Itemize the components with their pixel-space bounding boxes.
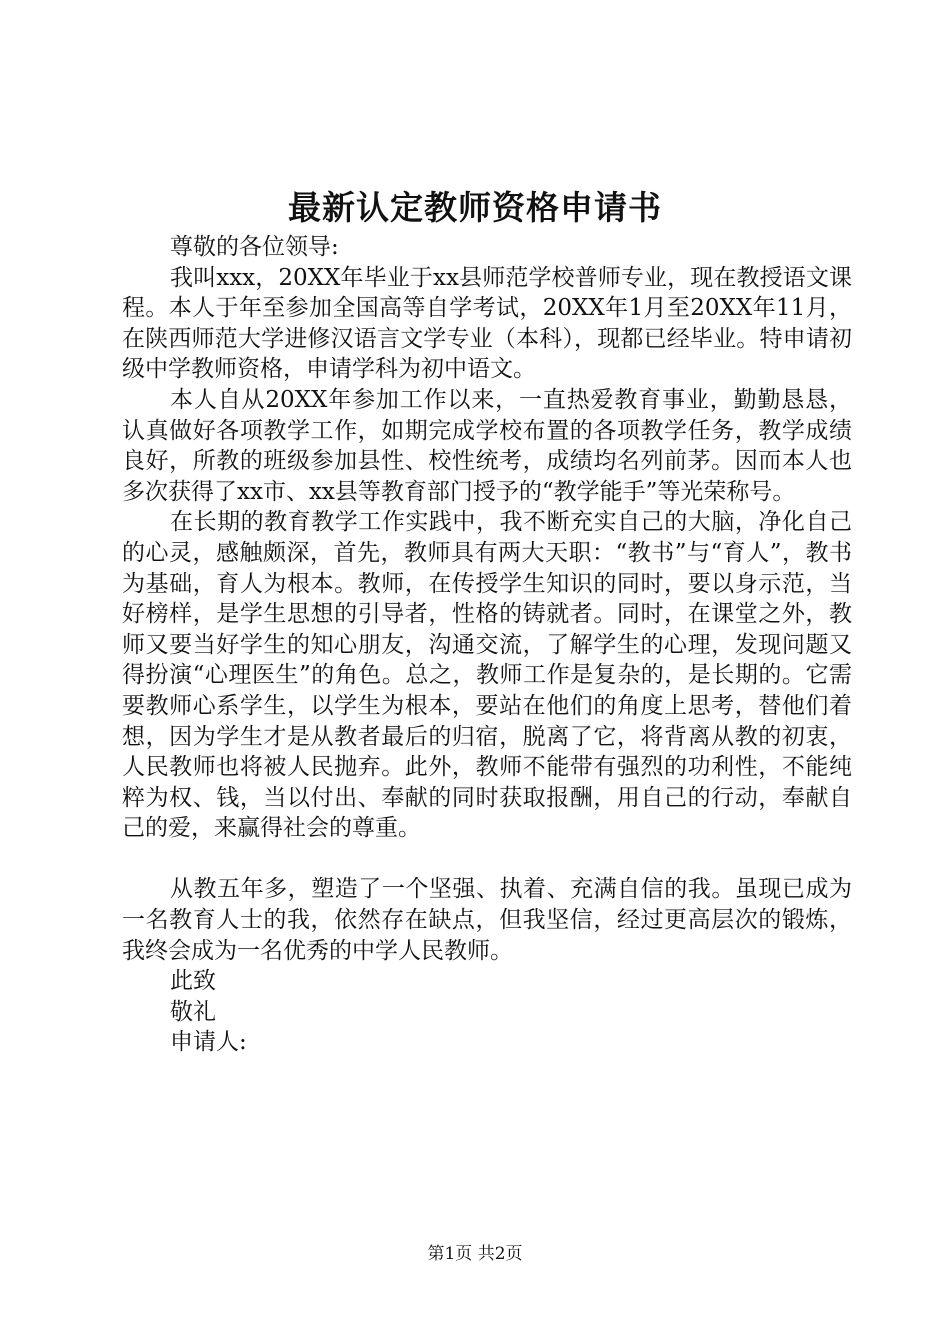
document-body — [122, 232, 852, 1058]
page-footer: 第1页 共2页 — [427, 1244, 523, 1264]
paragraph-spacer — [122, 844, 852, 875]
salutation: 尊敬的各位领导: — [170, 234, 339, 260]
paragraph-teaching-reflection: 在长期的教育教学工作实践中，我不断充实自己的大脑，净化自己的心灵，感触颇深，首先，教师具有两大天职：“教书”与“育人”，教书为基础，育人为根本。教师，在传授学生知识的同时，要以身示范，当好榜样，是学生思想的引导者，性格的铸就者。同时，在课堂之外，教师又要当好学生的知心朋友，沟通交流，了解学生的心理，发现问题又得扮演“心理医生”的角色。总之，教师工作是复杂的，是长期的。它需要教师心系学生，以学生为根本，要站在他们的角度上思考，替他们着想，因为学生才是从教者最后的归宿，脱离了它，将背离从教的初衷，人民教师也将被人民抛弃。此外，教师不能带有强烈的功利性，不能纯粹为权、钱，当以付出、奉献的同时获取报酬，用自己的行动，奉献自己的爱，来赢得社会的尊重。 — [122, 509, 852, 842]
paragraph-work-experience: 本人自从20XX年参加工作以来，一直热爱教育事业，勤勤恳恳，认真做好各项教学工作，如期完成学校布置的各项教学任务，教学成绩良好，所教的班级参加县性、校性统考，成绩均名列前茅。因而本人也多次获得了xx市、xx县等教育部门授予的“教学能手”等光荣称号。 — [122, 386, 852, 505]
paragraph-conclusion: 从教五年多，塑造了一个坚强、执着、充满自信的我。虽现已成为一名教育人士的我，依然存在缺点，但我坚信，经过更高层次的锻炼，我终会成为一名优秀的中学人民教师。 — [122, 876, 852, 964]
closing-salute: 敬礼 — [170, 998, 216, 1025]
paragraph-introduction: 我叫xxx，20XX年毕业于xx县师范学校普师专业，现在教授语文课程。本人于年至参加全国高等自学考试，20XX年1月至20XX年11月，在陕西师范大学进修汉语言文学专业（本科），现都已经毕业。特申请初级中学教师资格，申请学科为初中语文。 — [122, 264, 852, 383]
closing-greeting: 此致 — [170, 968, 216, 995]
signature-label: 申请人: — [170, 1029, 247, 1056]
document-title: 最新认定教师资格申请书 — [288, 188, 662, 227]
